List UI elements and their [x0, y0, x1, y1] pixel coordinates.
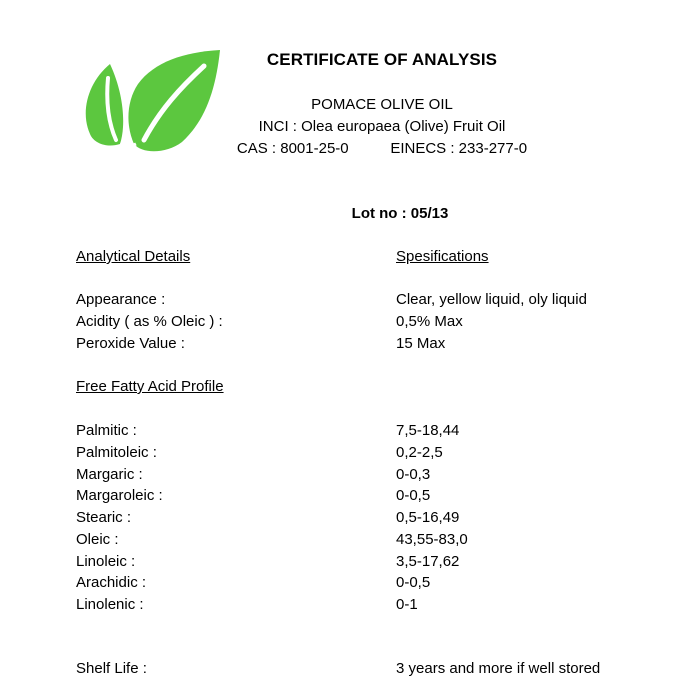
- fatty-acid-value: 0-1: [396, 596, 418, 613]
- analytical-row: [76, 335, 656, 357]
- analytical-row: [76, 291, 656, 313]
- fatty-acid-label: Palmitic :: [76, 422, 137, 439]
- fatty-acid-value: 0,5-16,49: [396, 509, 460, 526]
- analytical-row: [76, 313, 656, 335]
- fatty-acid-label: Stearic :: [76, 509, 132, 526]
- cas-number: CAS : 8001-25-0: [236, 140, 349, 157]
- fatty-acid-label: Arachidic :: [76, 574, 147, 591]
- fatty-acid-row: [76, 487, 656, 509]
- fatty-acid-row: [76, 596, 656, 618]
- fatty-acid-value: 0-0,3: [396, 466, 431, 483]
- document-title: CERTIFICATE OF ANALYSIS: [266, 50, 498, 69]
- fatty-acid-label: Palmitoleic :: [76, 444, 157, 461]
- fatty-acid-label: Margaric :: [76, 466, 143, 483]
- lot-number: Lot no : 05/13: [351, 205, 449, 222]
- analytical-label: Appearance :: [76, 291, 166, 308]
- section-header-row: [76, 248, 656, 270]
- fatty-acid-row: [76, 531, 656, 553]
- fatty-acid-value: 0-0,5: [396, 574, 431, 591]
- fatty-acid-value: 43,55-83,0: [396, 531, 468, 548]
- fatty-acid-row: [76, 444, 656, 466]
- registry-numbers: [200, 140, 564, 157]
- product-name: POMACE OLIVE OIL: [311, 96, 453, 113]
- analytical-details-heading: Analytical Details: [76, 248, 191, 265]
- fatty-acid-row: [76, 574, 656, 596]
- analytical-value: Clear, yellow liquid, oly liquid: [396, 291, 587, 308]
- shelf-life-label: Shelf Life :: [76, 660, 147, 677]
- analytical-label: Acidity ( as % Oleic ) :: [76, 313, 223, 330]
- fatty-acid-label: Margaroleic :: [76, 487, 163, 504]
- inci-name: INCI : Olea europaea (Olive) Fruit Oil: [258, 118, 506, 135]
- analytical-value: 0,5% Max: [396, 313, 463, 330]
- fatty-acid-row: [76, 422, 656, 444]
- shelf-life-row: [76, 660, 656, 682]
- fatty-acid-label: Linolenic :: [76, 596, 144, 613]
- shelf-life-value: 3 years and more if well stored: [396, 660, 601, 677]
- analytical-label: Peroxide Value :: [76, 335, 185, 352]
- fatty-acid-value: 0,2-2,5: [396, 444, 443, 461]
- fatty-acid-value: 0-0,5: [396, 487, 431, 504]
- fatty-acid-heading-row: [76, 378, 656, 400]
- analytical-value: 15 Max: [396, 335, 446, 352]
- fatty-acid-label: Linoleic :: [76, 553, 136, 570]
- fatty-acid-row: [76, 553, 656, 575]
- einecs-number: EINECS : 233-277-0: [390, 140, 528, 157]
- fatty-acid-row: [76, 466, 656, 488]
- fatty-acid-value: 7,5-18,44: [396, 422, 460, 439]
- fatty-acid-heading: Free Fatty Acid Profile: [76, 378, 224, 395]
- fatty-acid-label: Oleic :: [76, 531, 119, 548]
- fatty-acid-value: 3,5-17,62: [396, 553, 460, 570]
- fatty-acid-row: [76, 509, 656, 531]
- specifications-heading: Spesifications: [396, 248, 489, 265]
